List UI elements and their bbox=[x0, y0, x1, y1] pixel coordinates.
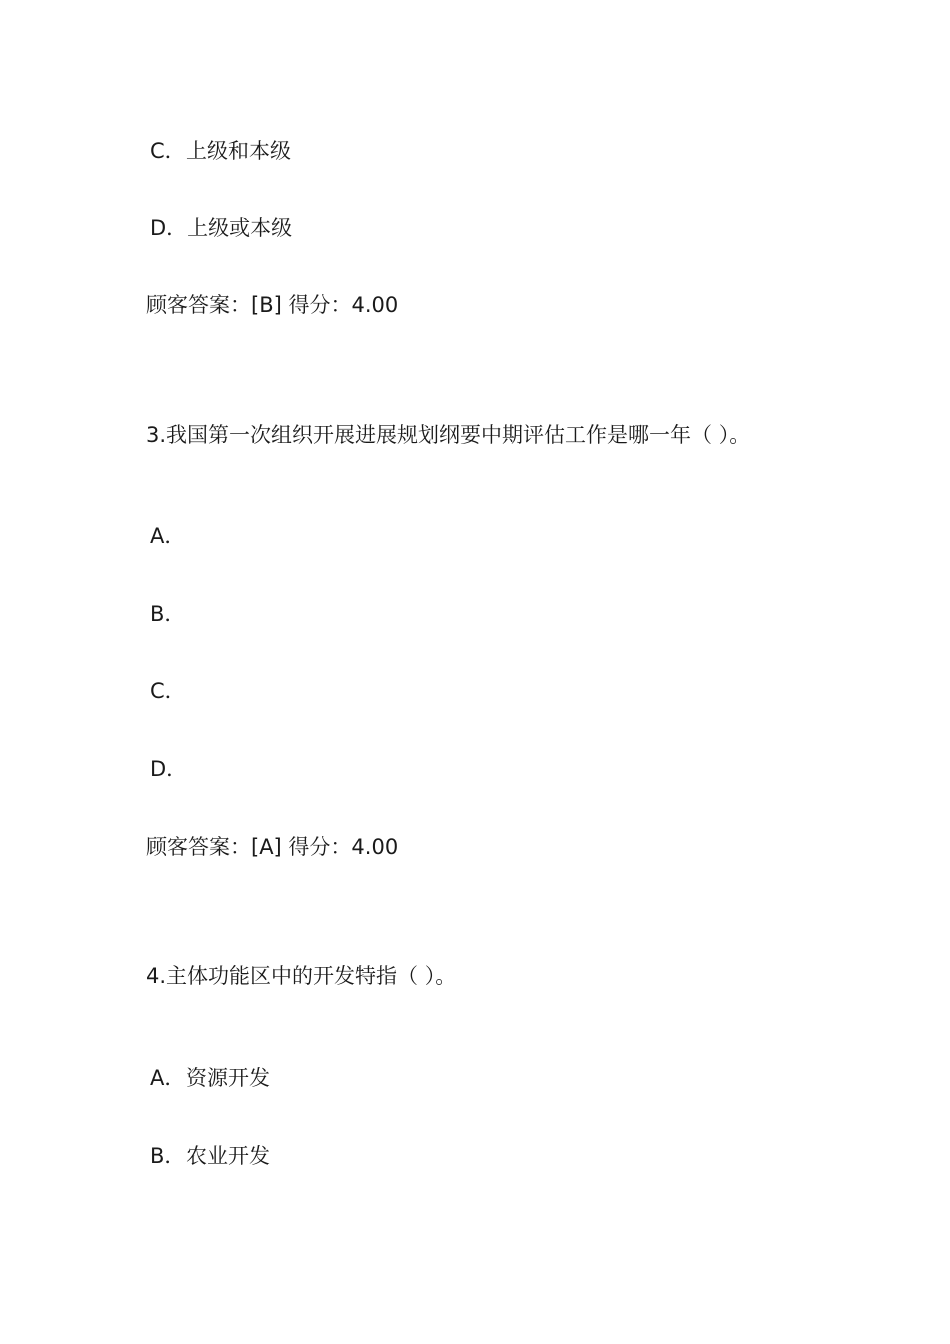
answer-line: 顾客答案：[A] 得分：4.00 bbox=[146, 835, 399, 859]
option-c bbox=[150, 137, 291, 165]
option-b bbox=[150, 600, 186, 628]
option-letter: C． bbox=[150, 139, 186, 163]
option-letter: B． bbox=[150, 1144, 186, 1168]
question-4: 4.主体功能区中的开发特指（ ）。 bbox=[146, 964, 457, 988]
option-text: 农业开发 bbox=[186, 1144, 270, 1168]
option-text: 资源开发 bbox=[186, 1066, 270, 1090]
option-a bbox=[150, 1064, 270, 1092]
option-c bbox=[150, 677, 186, 705]
option-text: 上级或本级 bbox=[187, 216, 293, 240]
option-d bbox=[150, 755, 187, 783]
option-letter: C． bbox=[150, 679, 186, 703]
option-text: 上级和本级 bbox=[186, 139, 291, 163]
option-letter: D． bbox=[150, 757, 188, 781]
option-a bbox=[150, 522, 186, 550]
option-b bbox=[150, 1142, 270, 1170]
answer-line: 顾客答案：[B] 得分：4.00 bbox=[146, 293, 399, 317]
option-letter: D． bbox=[150, 216, 188, 240]
option-letter: B． bbox=[150, 602, 186, 626]
option-d bbox=[150, 214, 292, 242]
question-3: 3.我国第一次组织开展进展规划纲要中期评估工作是哪一年（ ）。 bbox=[146, 423, 751, 447]
option-letter: A． bbox=[150, 524, 186, 548]
option-letter: A． bbox=[150, 1066, 186, 1090]
